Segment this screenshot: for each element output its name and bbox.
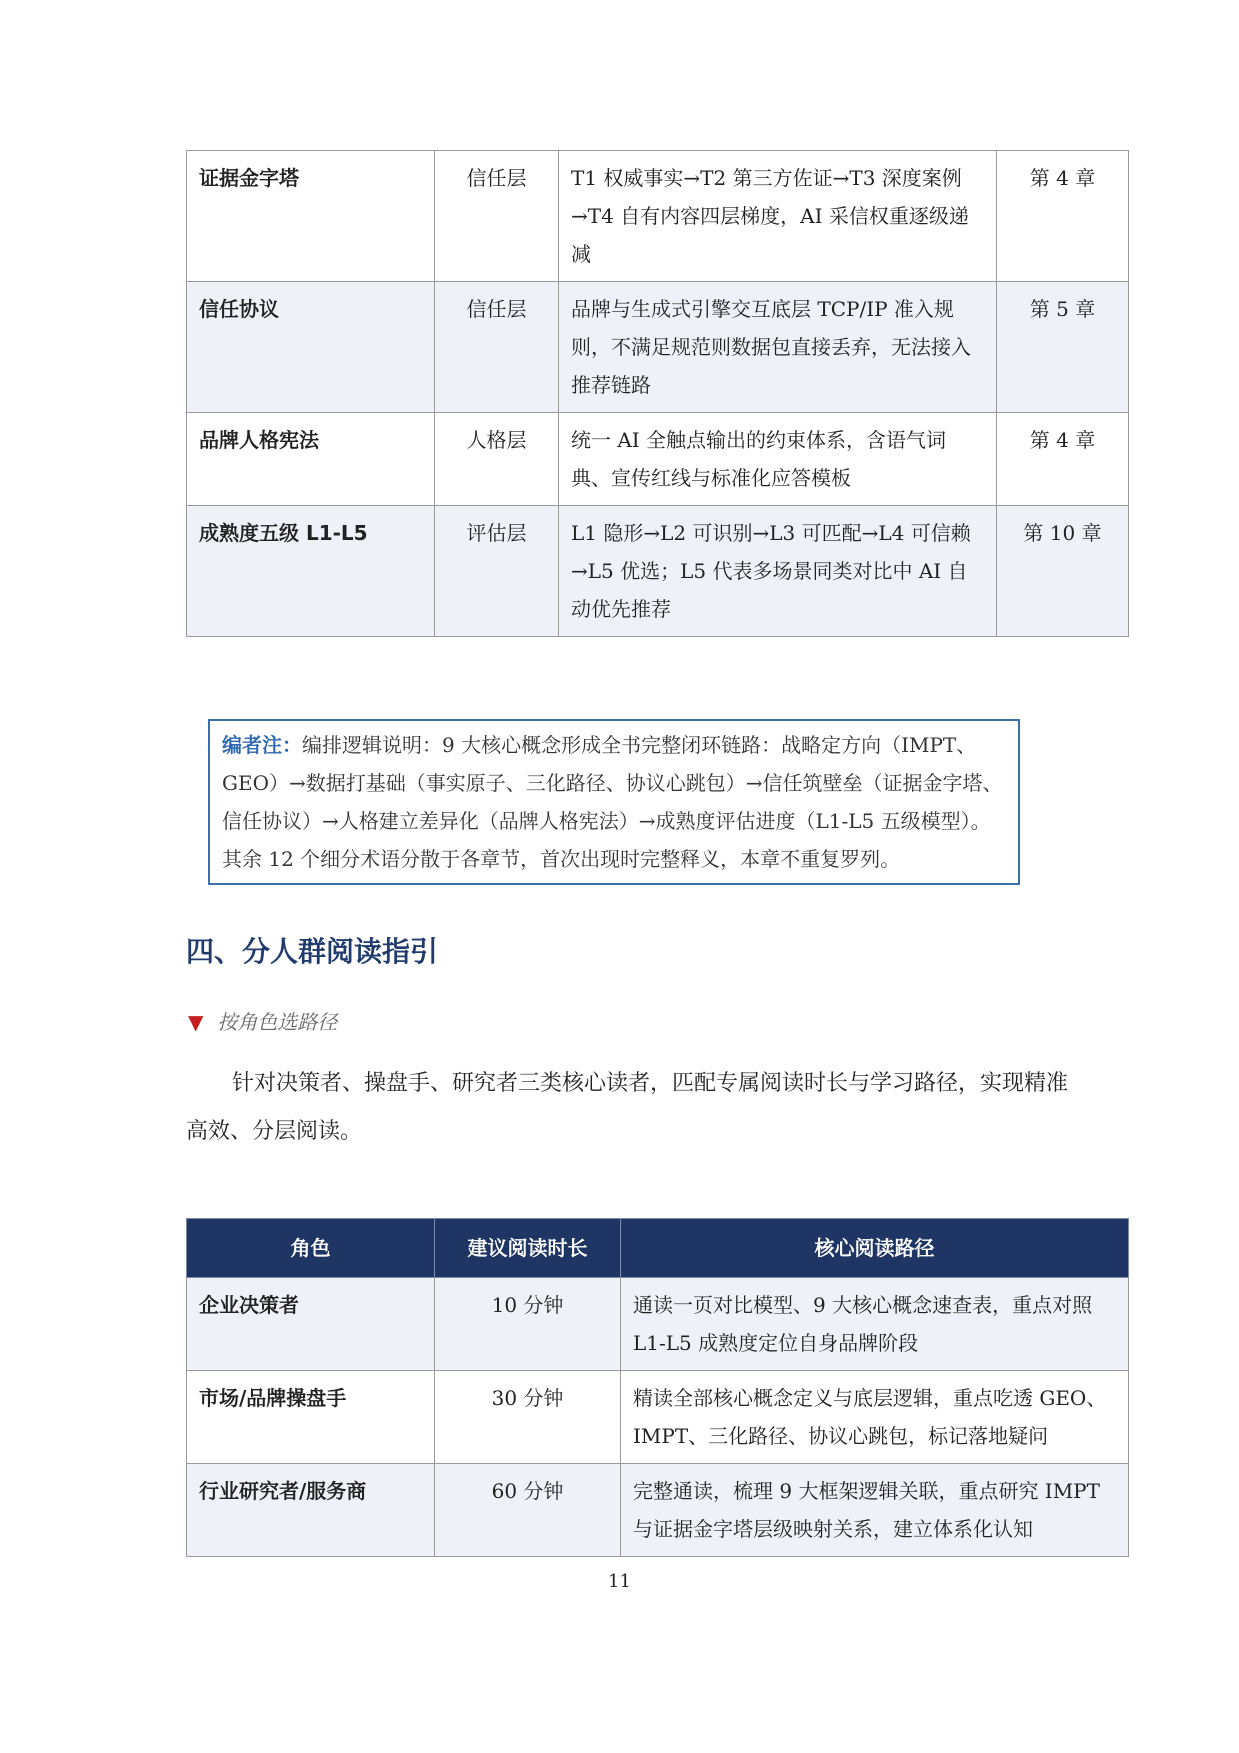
column-header: 建议阅读时长 <box>435 1219 621 1278</box>
editor-note-label: 编者注： <box>222 733 302 757</box>
concept-desc: 统一 AI 全触点输出的约束体系，含语气词典、宣传红线与标准化应答模板 <box>559 413 997 506</box>
concept-desc: 品牌与生成式引擎交互底层 TCP/IP 准入规则，不满足规范则数据包直接丢弃，无法接入推荐链路 <box>559 282 997 413</box>
concept-layer: 人格层 <box>435 413 559 506</box>
reader-time: 30 分钟 <box>435 1371 621 1464</box>
concept-name: 成熟度五级 L1-L5 <box>187 506 435 637</box>
table-row <box>187 1464 1129 1557</box>
column-header: 角色 <box>187 1219 435 1278</box>
reader-time: 10 分钟 <box>435 1278 621 1371</box>
concept-desc: T1 权威事实→T2 第三方佐证→T3 深度案例→T4 自有内容四层梯度，AI 采信权重逐级递减 <box>559 151 997 282</box>
concept-chapter: 第 4 章 <box>997 413 1129 506</box>
concept-name: 证据金字塔 <box>187 151 435 282</box>
concept-chapter: 第 10 章 <box>997 506 1129 637</box>
section-subtitle <box>188 1006 337 1035</box>
page-number: 11 <box>608 1571 631 1592</box>
reader-role: 行业研究者/服务商 <box>187 1464 435 1557</box>
table-header-row <box>187 1219 1129 1278</box>
reader-role: 市场/品牌操盘手 <box>187 1371 435 1464</box>
concept-desc: L1 隐形→L2 可识别→L3 可匹配→L4 可信赖→L5 优选；L5 代表多场景同类对比中 AI 自动优先推荐 <box>559 506 997 637</box>
concept-name: 品牌人格宪法 <box>187 413 435 506</box>
table-row <box>187 151 1129 282</box>
table-row <box>187 506 1129 637</box>
table-row <box>187 413 1129 506</box>
reader-table <box>186 1218 1129 1557</box>
editor-note-text: 编排逻辑说明：9 大核心概念形成全书完整闭环链路：战略定方向（IMPT、GEO）→数据打基础（事实原子、三化路径、协议心跳包）→信任筑壁垒（证据金字塔、信任协议）→人格建立差异化（品牌人格宪法）→成熟度评估进度（L1-L5 五级模型）。其余 12 个细分术语分散于各章节，首次出现时完整释义，本章不重复罗列。 <box>222 733 1003 871</box>
reader-path: 通读一页对比模型、9 大核心概念速查表，重点对照 L1-L5 成熟度定位自身品牌阶段 <box>621 1278 1129 1371</box>
section-title: 四、分人群阅读指引 <box>186 935 439 968</box>
section-subtitle-text: 按角色选路径 <box>217 1010 338 1034</box>
concept-chapter: 第 5 章 <box>997 282 1129 413</box>
editor-note <box>208 719 1020 885</box>
concept-layer: 信任层 <box>435 151 559 282</box>
table-row <box>187 1278 1129 1371</box>
table-row <box>187 1371 1129 1464</box>
reader-path: 精读全部核心概念定义与底层逻辑，重点吃透 GEO、IMPT、三化路径、协议心跳包，标记落地疑问 <box>621 1371 1129 1464</box>
table-row <box>187 282 1129 413</box>
triangle-down-icon: ▼ <box>188 1010 204 1034</box>
concept-name: 信任协议 <box>187 282 435 413</box>
reader-time: 60 分钟 <box>435 1464 621 1557</box>
reader-path: 完整通读，梳理 9 大框架逻辑关联，重点研究 IMPT 与证据金字塔层级映射关系，建立体系化认知 <box>621 1464 1129 1557</box>
concept-chapter: 第 4 章 <box>997 151 1129 282</box>
section-paragraph: 针对决策者、操盘手、研究者三类核心读者，匹配专属阅读时长与学习路径，实现精准高效、分层阅读。 <box>186 1071 1069 1144</box>
concept-table <box>186 150 1129 637</box>
concept-layer: 信任层 <box>435 282 559 413</box>
column-header: 核心阅读路径 <box>621 1219 1129 1278</box>
reader-role: 企业决策者 <box>187 1278 435 1371</box>
concept-layer: 评估层 <box>435 506 559 637</box>
